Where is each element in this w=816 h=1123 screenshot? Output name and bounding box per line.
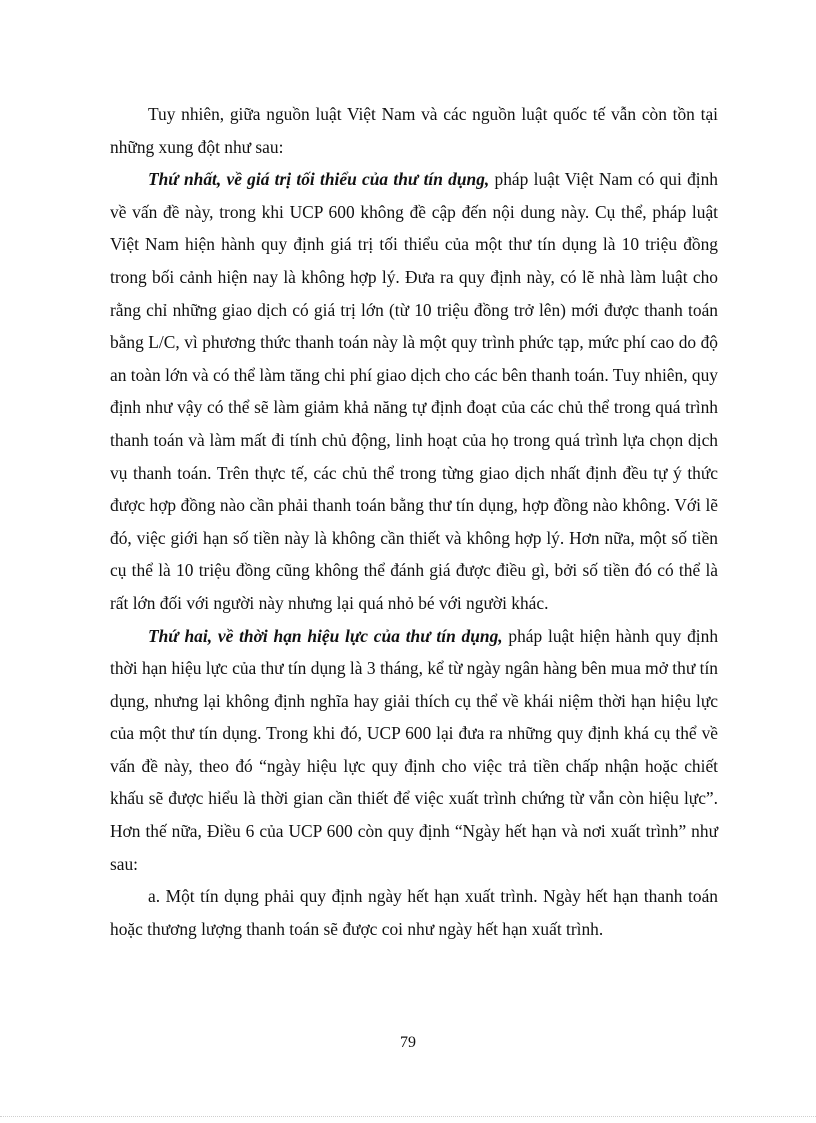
paragraph-intro xyxy=(110,98,718,163)
paragraph-second-point-text: pháp luật hiện hành quy định thời hạn hiệu lực của thư tín dụng là 3 tháng, kể từ ngày ngân hàng bên mua mở thư tín dụng, nhưng lại không định nghĩa hay giải thích cụ thể về khái niệm thời hạn hiệu lực của một thư tín dụng. Trong khi đó, UCP 600 lại đưa ra những quy định khá cụ thể về vấn đề này, theo đó “ngày hiệu lực quy định cho việc trả tiền chấp nhận hoặc chiết khấu sẽ được hiểu là thời gian cần thiết để việc xuất trình chứng từ vẫn còn hiệu lực”. Hơn thế nữa, Điều 6 của UCP 600 còn quy định “Ngày hết hạn và nơi xuất trình” như sau: xyxy=(110,625,719,874)
paragraph-second-point xyxy=(110,620,718,881)
page-number: 79 xyxy=(400,1034,416,1051)
paragraph-item-a-text: a. Một tín dụng phải quy định ngày hết hạn xuất trình. Ngày hết hạn thanh toán hoặc thương lượng thanh toán sẽ được coi như ngày hết hạn xuất trình. xyxy=(110,886,718,939)
paragraph-item-a xyxy=(110,880,718,945)
page-bottom-divider xyxy=(0,1116,816,1117)
body-text xyxy=(110,98,718,945)
paragraph-intro-text: Tuy nhiên, giữa nguồn luật Việt Nam và các nguồn luật quốc tế vẫn còn tồn tại những xung đột như sau: xyxy=(110,104,718,157)
paragraph-first-point xyxy=(110,163,718,619)
paragraph-first-point-text: pháp luật Việt Nam có qui định về vấn đề này, trong khi UCP 600 không đề cập đến nội dung này. Cụ thể, pháp luật Việt Nam hiện hành quy định giá trị tối thiểu của một thư tín dụng là 10 triệu đồng trong bối cảnh hiện nay là không hợp lý. Đưa ra quy định này, có lẽ nhà làm luật cho rằng chỉ những giao dịch có giá trị lớn (từ 10 triệu đồng trở lên) mới được thanh toán bằng L/C, vì phương thức thanh toán này là một quy trình phức tạp, mức phí cao do độ an toàn lớn và có thể làm tăng chi phí giao dịch cho các bên thanh toán. Tuy nhiên, quy định như vậy có thể sẽ làm giảm khả năng tự định đoạt của các chủ thể trong quá trình thanh toán và làm mất đi tính chủ động, linh hoạt của họ trong quá trình lựa chọn dịch vụ thanh toán. Trên thực tế, các chủ thể trong từng giao dịch nhất định đều tự ý thức được hợp đồng nào cần phải thanh toán bằng thư tín dụng, hợp đồng nào không. Với lẽ đó, việc giới hạn số tiền này là không cần thiết và không hợp lý. Hơn nữa, một số tiền cụ thể là 10 triệu đồng cũng không thể đánh giá được điều gì, bởi số tiền đó có thể là rất lớn đối với người này nhưng lại quá nhỏ bé với người khác. xyxy=(110,169,718,613)
paragraph-first-point-heading: Thứ nhất, về giá trị tối thiểu của thư tín dụng, xyxy=(148,169,490,190)
paragraph-second-point-heading: Thứ hai, về thời hạn hiệu lực của thư tín dụng, xyxy=(148,625,503,646)
